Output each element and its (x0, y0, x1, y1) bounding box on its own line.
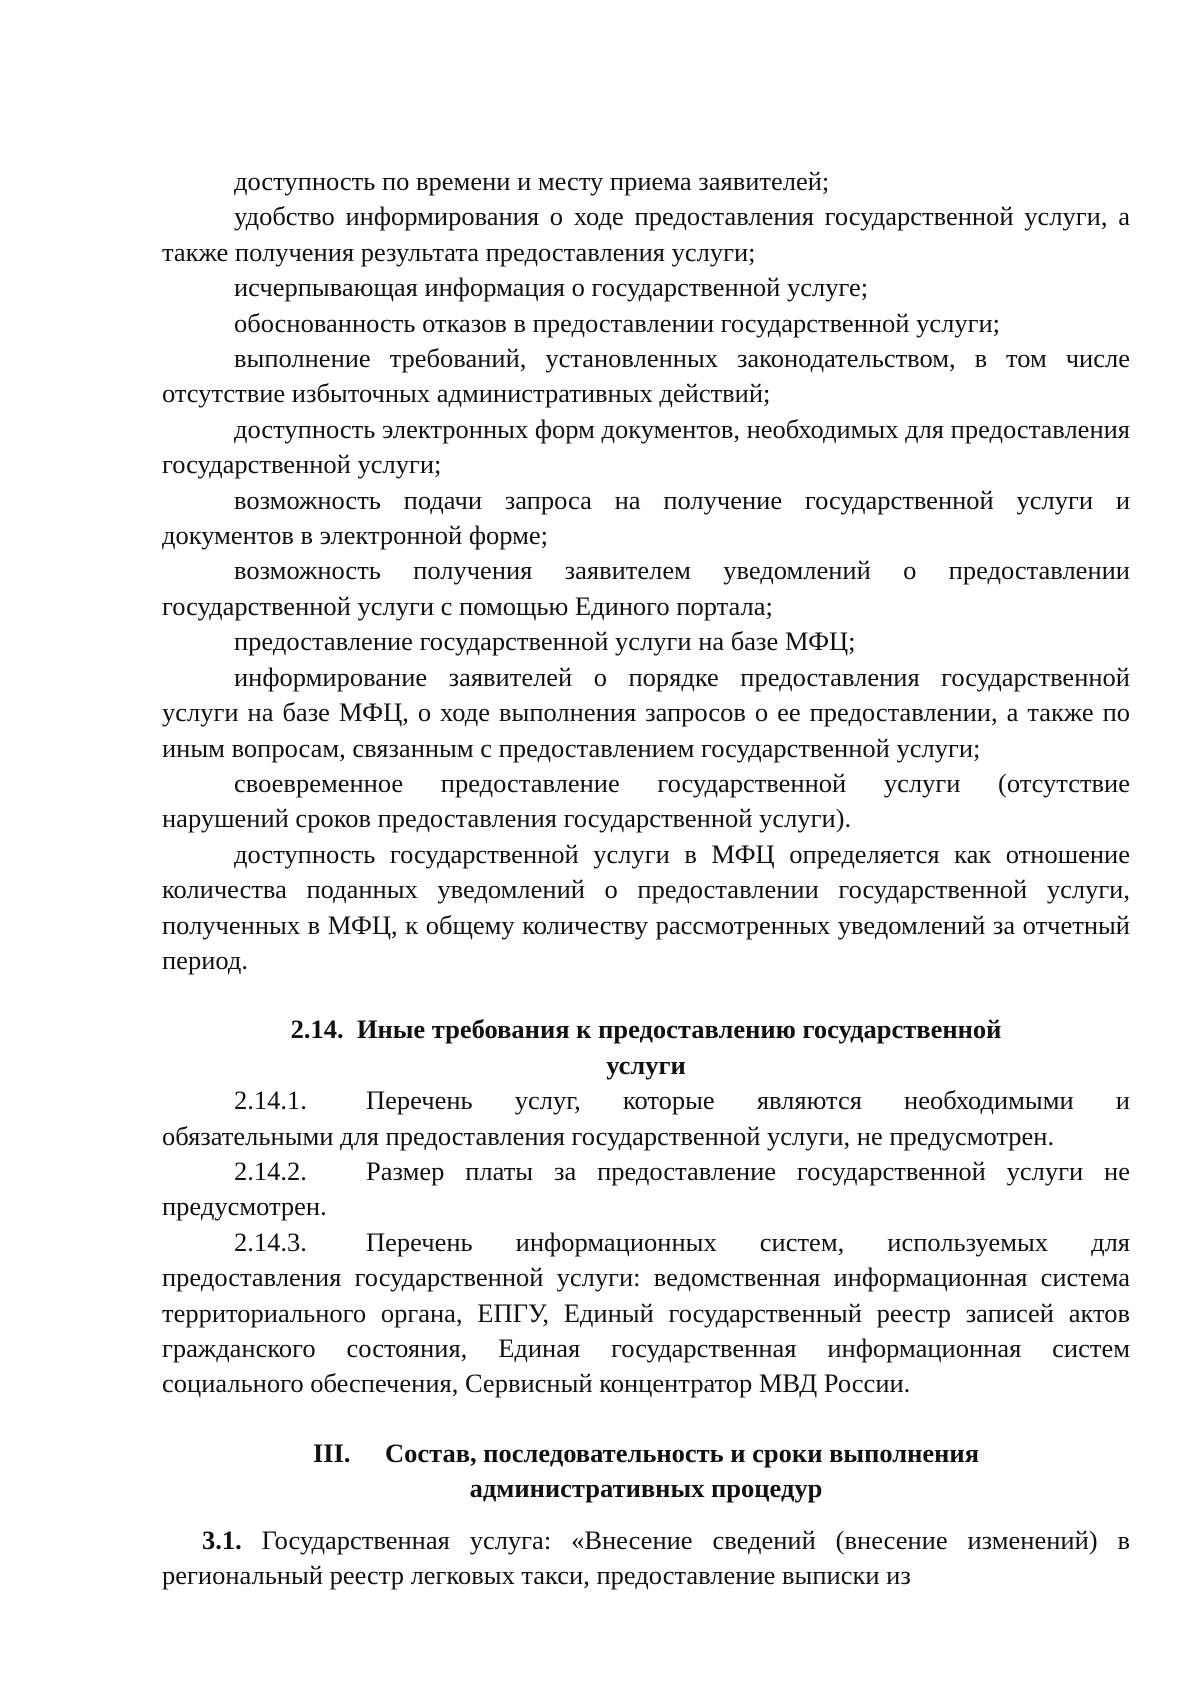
section-3-1-text: Государственная услуга: «Внесение сведений (внесение изменений) в региональный реестр легковых такси, предоставление выписки из (162, 1524, 1130, 1591)
subsection-2-14-2 (162, 1154, 1130, 1225)
paragraph: удобство информирования о ходе предоставления государственной услуги, а также получения результата предоставления услуги; (162, 201, 1130, 267)
section-iii-heading (162, 1436, 1130, 1507)
subsection-number: 2.14.2. (234, 1155, 307, 1186)
section-iii-roman: III. (312, 1437, 351, 1468)
paragraph: исчерпывающая информация о государственной услуге; (234, 272, 869, 303)
subsection-2-14-3 (162, 1225, 1130, 1402)
section-3-1-number: 3.1. (202, 1524, 242, 1555)
paragraph: доступность государственной услуги в МФЦ определяется как отношение количества поданных уведомлений о предоставлении государственной услуги, полученных в МФЦ, к общему количеству рассмотренных уведомлений за отчетный период. (162, 838, 1130, 975)
paragraph: обоснованность отказов в предоставлении государственной услуги; (234, 307, 1001, 338)
paragraph: выполнение требований, установленных законодательством, в том числе отсутствие избыточных административных действий; (162, 343, 1130, 409)
paragraph: возможность подачи запроса на получение государственной услуги и документов в электронной форме; (162, 484, 1130, 551)
document-body (162, 164, 1130, 1593)
section-2-14-title-line2: услуги (606, 1049, 686, 1080)
section-iii-title-line2: административных процедур (469, 1473, 823, 1504)
paragraph: доступность электронных форм документов, необходимых для предоставления государственной услуги; (162, 413, 1130, 480)
subsection-number: 2.14.3. (234, 1226, 307, 1257)
paragraph: информирование заявителей о порядке предоставления государственной услуги на базе МФЦ, о ходе выполнения запросов о ее предоставлении, а также по иным вопросам, связанным с предоставлением государственной услуги; (162, 661, 1130, 763)
paragraph: возможность получения заявителем уведомлений о предоставлении государственной услуги с помощью Единого портала; (162, 555, 1130, 621)
subsection-text: Размер платы за предоставление государственной услуги не предусмотрен. (162, 1155, 1130, 1222)
subsection-2-14-1 (162, 1083, 1130, 1154)
section-iii-title-text: Состав, последовательность и сроки выполнения (384, 1437, 980, 1468)
paragraph: предоставление государственной услуги на базе МФЦ; (234, 626, 856, 657)
paragraph: доступность по времени и месту приема заявителей; (234, 166, 830, 196)
subsection-text: Перечень услуг, которые являются необходимыми и обязательными для предоставления государственной услуги, не предусмотрен. (162, 1085, 1130, 1151)
section-3-1-paragraph (162, 1523, 1130, 1594)
section-2-14-title-line1: 2.14. Иные требования к предоставлению государственной (290, 1014, 1002, 1045)
section-2-14-heading (162, 1012, 1130, 1083)
section-iii-title-line1 (162, 1436, 1130, 1471)
subsection-text: Перечень информационных систем, используемых для предоставления государственной услуги: ведомственная информационная система территориального органа, ЕПГУ, Единый государственный реестр записей актов гражданского состояния, Единая государственная информационная систем социального обеспечения, Сервисный концентратор МВД России. (162, 1226, 1130, 1399)
subsection-number: 2.14.1. (234, 1085, 307, 1116)
paragraph: своевременное предоставление государственной услуги (отсутствие нарушений сроков предоставления государственной услуги). (162, 767, 1130, 834)
